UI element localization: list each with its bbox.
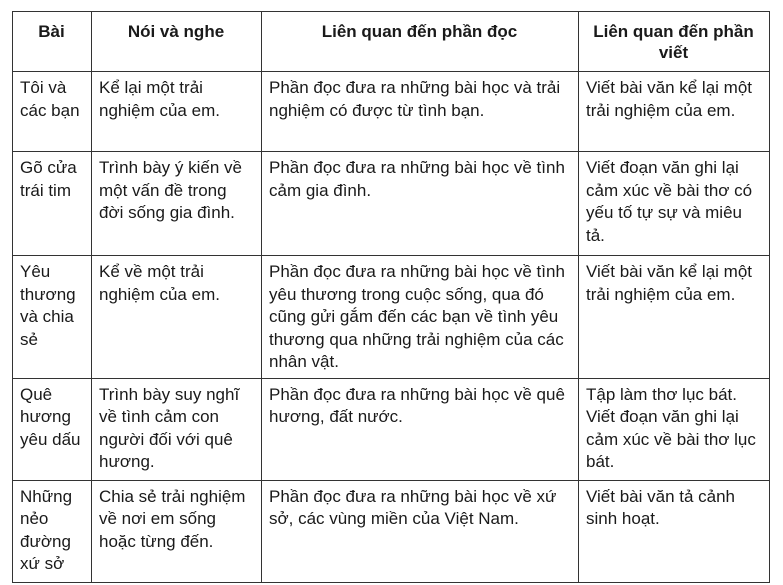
table-row (13, 152, 770, 256)
cell-reading: Phần đọc đưa ra những bài học về tình yêu thương trong cuộc sống, qua đó cũng gửi gắm đến các bạn về tình yêu thương qua những trải nghiệm của các nhân vật. (262, 256, 579, 379)
cell-reading: Phần đọc đưa ra những bài học về tình cảm gia đình. (262, 152, 579, 256)
cell-lesson: Những nẻo đường xứ sở (13, 480, 92, 582)
table-row (13, 480, 770, 582)
cell-writing: Viết bài văn kể lại một trải nghiệm của em. (579, 256, 770, 379)
header-speaking: Nói và nghe (92, 12, 262, 72)
cell-writing: Viết bài văn tả cảnh sinh hoạt. (579, 480, 770, 582)
table-row (13, 378, 770, 480)
cell-reading: Phần đọc đưa ra những bài học về xứ sở, các vùng miền của Việt Nam. (262, 480, 579, 582)
cell-writing: Tập làm thơ lục bát. Viết đoạn văn ghi lại cảm xúc về bài thơ lục bát. (579, 378, 770, 480)
cell-speaking: Kể lại một trải nghiệm của em. (92, 72, 262, 152)
lesson-table (12, 11, 770, 583)
cell-lesson: Quê hương yêu dấu (13, 378, 92, 480)
header-row (13, 12, 770, 72)
cell-speaking: Trình bày suy nghĩ về tình cảm con người đối với quê hương. (92, 378, 262, 480)
table-row (13, 256, 770, 379)
cell-speaking: Chia sẻ trải nghiệm về nơi em sống hoặc từng đến. (92, 480, 262, 582)
cell-lesson: Tôi và các bạn (13, 72, 92, 152)
header-reading: Liên quan đến phần đọc (262, 12, 579, 72)
cell-reading: Phần đọc đưa ra những bài học và trải nghiệm có được từ tình bạn. (262, 72, 579, 152)
cell-speaking: Trình bày ý kiến về một vấn đề trong đời sống gia đình. (92, 152, 262, 256)
header-writing: Liên quan đến phần viết (579, 12, 770, 72)
cell-reading: Phần đọc đưa ra những bài học về quê hương, đất nước. (262, 378, 579, 480)
cell-writing: Viết bài văn kể lại một trải nghiệm của em. (579, 72, 770, 152)
cell-lesson: Gõ cửa trái tim (13, 152, 92, 256)
cell-speaking: Kể về một trải nghiệm của em. (92, 256, 262, 379)
header-lesson: Bài (13, 12, 92, 72)
cell-writing: Viết đoạn văn ghi lại cảm xúc về bài thơ có yếu tố tự sự và miêu tả. (579, 152, 770, 256)
table-row (13, 72, 770, 152)
cell-lesson: Yêu thương và chia sẻ (13, 256, 92, 379)
